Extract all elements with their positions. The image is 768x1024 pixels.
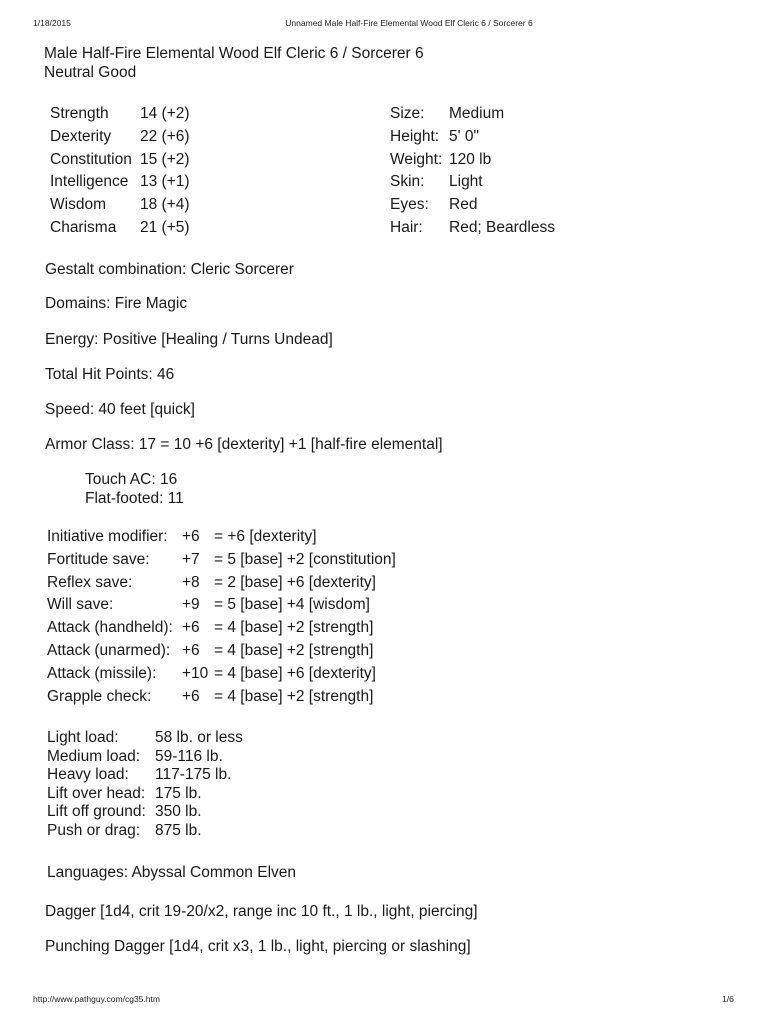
combat-name: Attack (unarmed): — [47, 641, 171, 659]
combat-values — [182, 526, 208, 708]
load-names — [47, 729, 146, 841]
ability-name: Wisdom — [50, 196, 106, 214]
domains-line: Domains: Fire Magic — [45, 295, 188, 312]
alignment: Neutral Good — [44, 64, 137, 81]
physical-value: Light — [449, 173, 483, 191]
physical-names — [390, 103, 442, 240]
print-title: Unnamed Male Half-Fire Elemental Wood Elf Cleric 6 / Sorcerer 6 — [285, 18, 533, 28]
ability-value: 13 (+1) — [140, 173, 190, 191]
physical-name: Height: — [390, 127, 440, 145]
load-name: Light load: — [47, 729, 119, 746]
ability-name: Dexterity — [50, 127, 112, 145]
physical-name: Weight: — [390, 150, 443, 168]
combat-calc: = 4 [base] +2 [strength] — [214, 641, 374, 659]
combat-calc: = 4 [base] +2 [strength] — [214, 619, 374, 637]
physical-value: 5' 0" — [449, 127, 480, 145]
combat-calc: = 5 [base] +4 [wisdom] — [214, 596, 370, 614]
combat-calc: = 4 [base] +2 [strength] — [214, 687, 374, 705]
combat-name: Attack (missile): — [47, 664, 157, 682]
load-value: 175 lb. — [155, 784, 202, 802]
load-name: Lift over head: — [47, 784, 146, 802]
physical-value: Medium — [449, 105, 505, 122]
combat-names — [47, 526, 173, 708]
languages-line: Languages: Abyssal Common Elven — [47, 864, 297, 881]
load-value: 59-116 lb. — [155, 747, 223, 765]
combat-calc: = 2 [base] +6 [dexterity] — [214, 573, 376, 591]
combat-name: Will save: — [47, 596, 114, 614]
ability-value: 18 (+4) — [140, 196, 190, 214]
ability-value: 22 (+6) — [140, 127, 190, 145]
ability-value: 21 (+5) — [140, 218, 190, 236]
combat-value: +9 — [182, 596, 200, 614]
footer-url: http://www.pathguy.com/cg35.htm — [33, 994, 160, 1004]
character-heading: Male Half-Fire Elemental Wood Elf Cleric 6 / Sorcerer 6 — [44, 45, 424, 62]
ability-values — [140, 103, 190, 240]
speed-line: Speed: 40 feet [quick] — [45, 401, 195, 418]
load-name: Heavy load: — [47, 766, 129, 784]
physical-name: Size: — [390, 105, 425, 122]
physical-name: Skin: — [390, 173, 425, 191]
flat-footed-line: Flat-footed: 11 — [85, 490, 184, 507]
combat-value: +7 — [182, 550, 200, 568]
energy-line: Energy: Positive [Healing / Turns Undead] — [45, 331, 333, 348]
physical-values — [449, 103, 555, 240]
load-value: 350 lb. — [155, 803, 202, 821]
load-name: Lift off ground: — [47, 803, 146, 821]
physical-value: Red; Beardless — [449, 218, 555, 236]
page-number: 1/6 — [722, 994, 734, 1004]
combat-calc: = 5 [base] +2 [constitution] — [214, 550, 396, 568]
physical-name: Hair: — [390, 218, 423, 236]
combat-value: +6 — [182, 687, 200, 705]
combat-name: Initiative modifier: — [47, 528, 168, 545]
load-value: 58 lb. or less — [155, 729, 243, 746]
combat-value: +6 — [182, 619, 200, 637]
ability-value: 15 (+2) — [140, 150, 190, 168]
physical-value: 120 lb — [449, 150, 492, 168]
physical-name: Eyes: — [390, 196, 429, 214]
load-value: 117-175 lb. — [155, 766, 232, 784]
dagger-line: Dagger [1d4, crit 19-20/x2, range inc 10 ft., 1 lb., light, piercing] — [45, 903, 478, 920]
combat-calc: = 4 [base] +6 [dexterity] — [214, 664, 376, 682]
armor-class-line: Armor Class: 17 = 10 +6 [dexterity] +1 [half-fire elemental] — [45, 436, 443, 453]
print-date: 1/18/2015 — [33, 18, 71, 28]
combat-calc: = +6 [dexterity] — [214, 528, 317, 545]
combat-name: Grapple check: — [47, 687, 152, 705]
ability-names — [50, 103, 132, 240]
gestalt-line: Gestalt combination: Cleric Sorcerer — [45, 261, 294, 278]
load-values — [155, 729, 243, 841]
load-value: 875 lb. — [155, 821, 202, 839]
combat-name: Fortitude save: — [47, 550, 150, 568]
combat-value: +8 — [182, 573, 200, 591]
load-name: Push or drag: — [47, 821, 141, 839]
combat-value: +10 — [182, 664, 209, 682]
combat-calcs — [214, 526, 396, 708]
ability-name: Strength — [50, 105, 109, 122]
physical-value: Red — [449, 196, 478, 214]
load-name: Medium load: — [47, 747, 141, 765]
combat-value: +6 — [182, 641, 200, 659]
touch-ac-line: Touch AC: 16 — [85, 471, 178, 488]
hit-points-line: Total Hit Points: 46 — [45, 366, 175, 383]
punching-dagger-line: Punching Dagger [1d4, crit x3, 1 lb., light, piercing or slashing] — [45, 938, 471, 955]
ability-value: 14 (+2) — [140, 105, 190, 122]
ability-name: Constitution — [50, 150, 132, 168]
ability-name: Charisma — [50, 218, 117, 236]
combat-value: +6 — [182, 528, 200, 545]
combat-name: Attack (handheld): — [47, 619, 173, 637]
combat-name: Reflex save: — [47, 573, 133, 591]
ability-name: Intelligence — [50, 173, 129, 191]
